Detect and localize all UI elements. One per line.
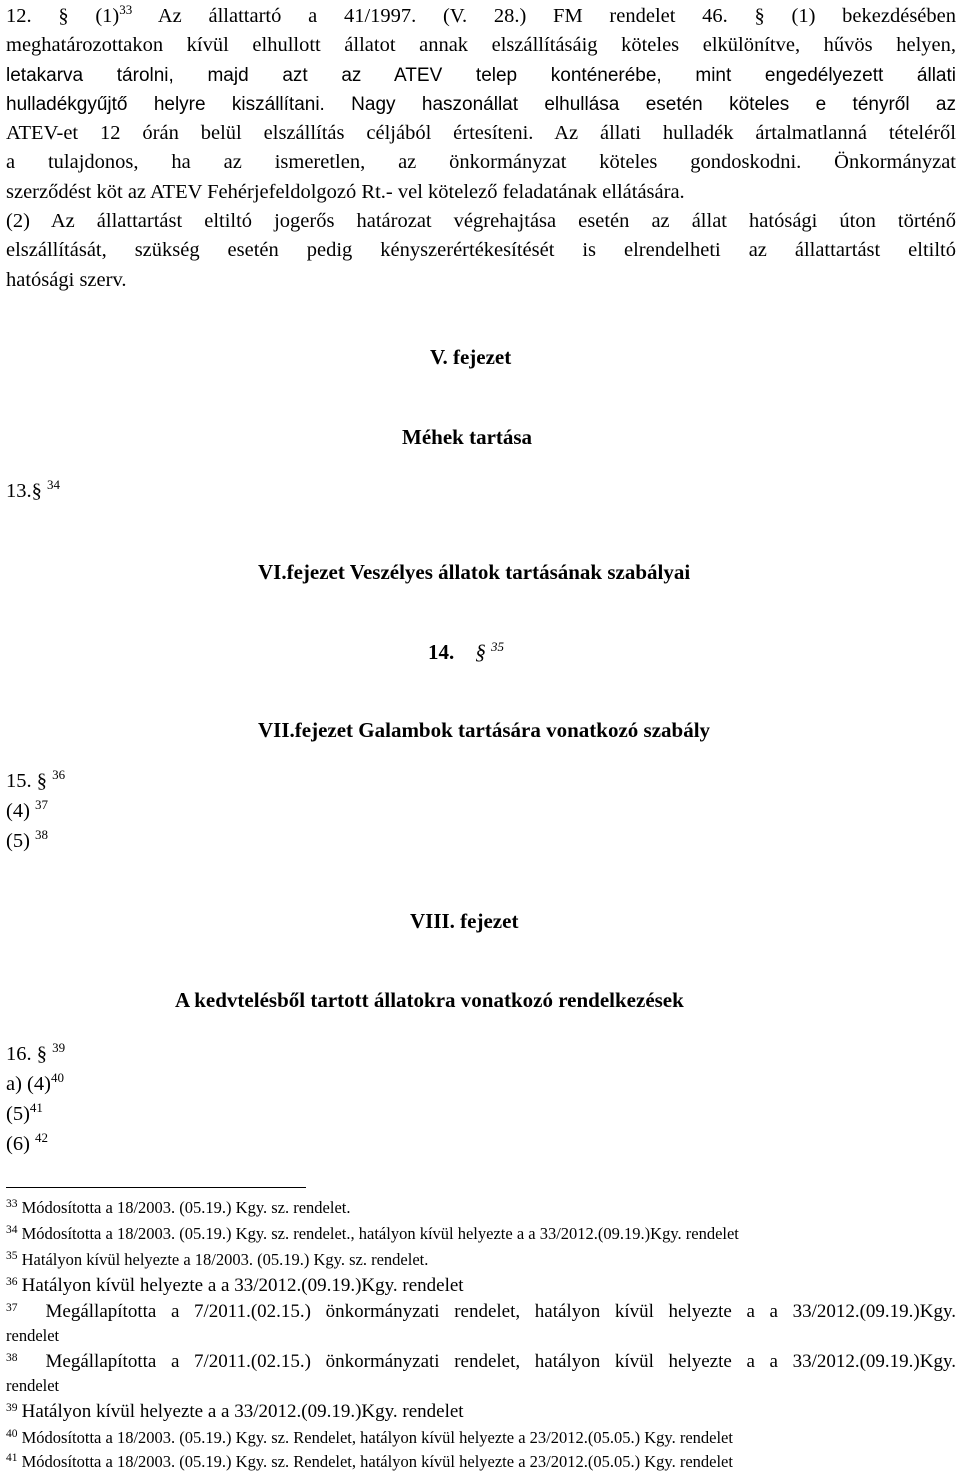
section-16-line: (6) $^{42}$ <box>6 1130 49 1155</box>
footnote-ref[interactable]: 37 <box>35 797 49 812</box>
text-line: ATEV-et 12 órán belül elszállítás céljából értesíteni. Az állati hulladék ártalmatlanná tételéről <box>6 122 956 145</box>
footnote-separator <box>6 1187 306 1188</box>
section-13-number: 13.§ $^{34}$ <box>6 477 60 502</box>
footnote-ref[interactable]: 38 <box>35 827 49 842</box>
text-line: hatósági szerv. <box>6 268 127 291</box>
chapter-7-title: VII.fejezet Galambok tartására vonatkozó szabály <box>258 718 711 742</box>
footnote-ref[interactable]: 33 <box>119 2 133 17</box>
footnote-ref[interactable]: 40 <box>50 1070 64 1085</box>
text-line: szerződést köt az ATEV Fehérjefeldolgozó Rt.- vel kötelező feladatának ellátására. <box>6 180 685 203</box>
text-line: letakarva tárolni, majd azt az ATEV telep konténerébe, mint engedélyezett állati <box>6 64 956 86</box>
footnote: $^{33}$ Módosította a 18/2003. (05.19.) Kgy. sz. rendelet. <box>6 1198 351 1217</box>
section-15-line: (5) $^{38}$ <box>6 827 49 852</box>
text-line: hulladékgyűjtő helyre kiszállítani. Nagy haszonállat elhullása esetén köteles e tényről az <box>6 93 956 115</box>
footnote-ref[interactable]: 34 <box>47 477 60 492</box>
footnote: $^{37}$ Megállapította a 7/2011.(02.15.) önkormányzati rendelet, hatályon kívül helyezte a a 33/2012.(09.19.)Kgy. <box>6 1301 956 1322</box>
text-line: 12. § $(1)^{33}$ Az állattartó a 41/1997. (V. 28.) FM rendelet 46. § (1) bekezdésében <box>6 2 956 27</box>
chapter-8-subtitle: A kedvtelésből tartott állatokra vonatkozó rendelkezések <box>175 988 684 1012</box>
footnote-ref[interactable]: 41 <box>29 1100 43 1115</box>
footnote: $^{41}$ Módosította a 18/2003. (05.19.) Kgy. sz. Rendelet, hatályon kívül helyezte a 23/2012.(05.05.) Kgy. rendelet <box>6 1452 733 1471</box>
footnote-ref[interactable]: 36 <box>52 767 66 782</box>
footnote: $^{38}$ Megállapította a 7/2011.(02.15.) önkormányzati rendelet, hatályon kívül helyezte a a 33/2012.(09.19.)Kgy. <box>6 1351 956 1372</box>
footnote-continuation: rendelet <box>6 1326 60 1345</box>
section-14-number: 14. § $^{35}$ <box>428 639 504 664</box>
section-16-line: a) $(4)^{40}$ <box>6 1070 64 1095</box>
text-line: a tulajdonos, ha az ismeretlen, az önkormányzat köteles gondoskodni. Önkormányzat <box>6 151 956 174</box>
chapter-5-subtitle: Méhek tartása <box>402 425 533 449</box>
chapter-5-title: V. fejezet <box>430 345 512 369</box>
footnote: $^{35}$ Hatályon kívül helyezte a 18/2003. (05.19.) Kgy. sz. rendelet. <box>6 1250 429 1269</box>
section-15-line: (4) $^{37}$ <box>6 797 49 822</box>
section-12-text <box>6 2 956 295</box>
footnote: $^{39}$ Hatályon kívül helyezte a a 33/2012.(09.19.)Kgy. rendelet <box>6 1401 464 1422</box>
chapter-6-title: VI.fejezet Veszélyes állatok tartásának szabályai <box>258 560 691 584</box>
text-line: (2) Az állattartást eltiltó jogerős határozat végrehajtása esetén az állat hatósági úton történő <box>6 210 956 233</box>
footnote-ref[interactable]: 35 <box>491 639 504 654</box>
footnote: $^{40}$ Módosította a 18/2003. (05.19.) Kgy. sz. Rendelet, hatályon kívül helyezte a 23/2012.(05.05.) Kgy. rendelet <box>6 1428 733 1447</box>
section-16-line: 16. § $^{39}$ <box>6 1040 66 1065</box>
footnote-ref[interactable]: 42 <box>35 1130 49 1145</box>
chapter-8-title: VIII. fejezet <box>410 909 519 933</box>
section-16-line: $(5)^{41}$ <box>6 1100 43 1125</box>
footnote-continuation: rendelet <box>6 1376 60 1395</box>
footnote: $^{36}$ Hatályon kívül helyezte a a 33/2012.(09.19.)Kgy. rendelet <box>6 1275 464 1296</box>
text-line: meghatározottakon kívül elhullott állatot annak elszállításáig köteles elkülönítve, hűvös helyen, <box>6 34 956 57</box>
footnote: $^{34}$ Módosította a 18/2003. (05.19.) Kgy. sz. rendelet., hatályon kívül helyezte a a 33/2012.(09.19.)Kgy. rendelet <box>6 1224 739 1243</box>
text-line: elszállítását, szükség esetén pedig kényszerértékesítését is elrendelheti az állattartást eltiltó <box>6 239 956 262</box>
section-15-line: 15. § $^{36}$ <box>6 767 66 792</box>
footnote-ref[interactable]: 39 <box>52 1040 66 1055</box>
